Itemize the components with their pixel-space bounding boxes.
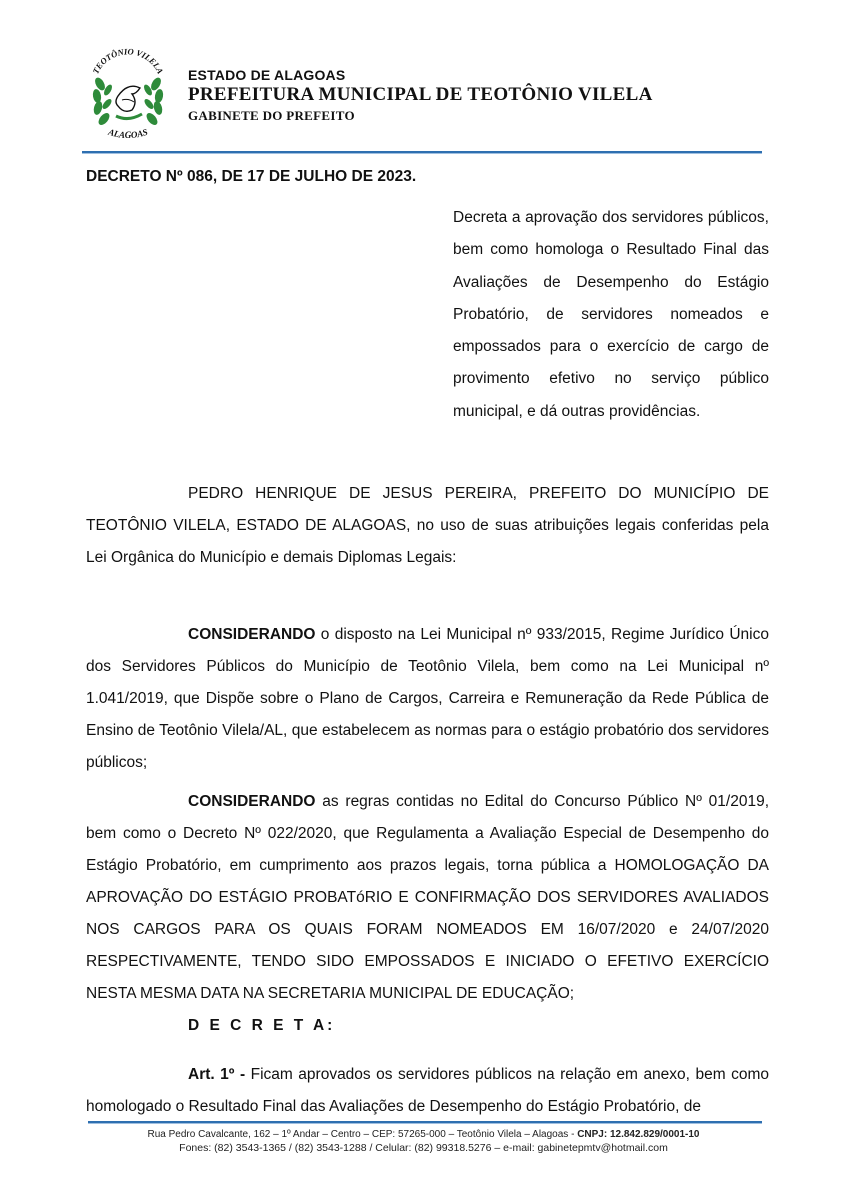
municipal-seal-icon [88, 44, 168, 148]
state-name: ESTADO DE ALAGOAS [188, 67, 346, 83]
letterhead [0, 0, 847, 160]
considering-text-1: o disposto na Lei Municipal nº 933/2015, Regime Jurídico Único dos Servidores Públicos do Município de Teotônio Vilela, bem como na Lei Municipal nº 1.041/2019, que Dispõe sobre o Plano de Cargos, Carreira e Remuneração da Rede Pública de Ensino de Teotônio Vilela/AL, que estabelecem as normas para o estágio probatório dos servidores públicos; [86, 626, 769, 771]
seal-top-text: TEOTÔNIO VILELA [90, 46, 166, 76]
article-1-label: Art. 1º - [188, 1066, 246, 1083]
considering-label: CONSIDERANDO [188, 793, 316, 810]
footer-divider-shadow [88, 1123, 762, 1124]
header-divider-shadow [82, 153, 762, 154]
decree-title: DECRETO Nº 086, DE 17 DE JULHO DE 2023. [86, 168, 417, 185]
footer-cnpj: CNPJ: 12.842.829/0001-10 [577, 1129, 700, 1140]
prefecture-name: PREFEITURA MUNICIPAL DE TEOTÔNIO VILELA [188, 84, 653, 105]
svg-text:ALAGOAS [106, 126, 149, 140]
footer-contacts: Fones: (82) 3543-1365 / (82) 3543-1288 / Celular: (82) 99318.5276 – e-mail: gabinetepmtv@hotmail.com [179, 1142, 668, 1154]
article-1-paragraph [86, 1059, 769, 1123]
svg-text:TEOTÔNIO VILELA [90, 46, 165, 75]
decree-summary: Decreta a aprovação dos servidores públicos, bem como homologa o Resultado Final das Avaliações de Desempenho do Estágio Probatório, de servidores nomeados e empossados para o exercício de cargo de provimento efetivo no serviço público municipal, e dá outras providências. [453, 209, 769, 420]
preamble-paragraph: PEDRO HENRIQUE DE JESUS PEREIRA, PREFEITO DO MUNICÍPIO DE TEOTÔNIO VILELA, ESTADO DE ALAGOAS, no uso de suas atribuições legais conferidas pela Lei Orgânica do Município e demais Diplomas Legais: [86, 485, 769, 566]
considering-text-2: as regras contidas no Edital do Concurso Público Nº 01/2019, bem como o Decreto Nº 022/2020, que Regulamenta a Avaliação Especial de Desempenho do Estágio Probatório, em cumprimento aos prazos legais, torna pública a HOMOLOGAÇÃO DA APROVAÇÃO DO ESTÁGIO PROBATóRIO E CONFIRMAÇÃO DOS SERVIDORES AVALIADOS NOS CARGOS PARA OS QUAIS FORAM NOMEADOS EM 16/07/2020 e 24/07/2020 RESPECTIVAMENTE, TENDO SIDO EMPOSSADOS E INICIADO O EFETIVO EXERCÍCIO NESTA MESMA DATA NA SECRETARIA MUNICIPAL DE EDUCAÇÃO; [86, 793, 769, 1002]
article-1-text: Ficam aprovados os servidores públicos na relação em anexo, bem como homologado o Resultado Final das Avaliações de Desempenho do Estágio Probatório, de [86, 1066, 770, 1115]
footer-address-line [0, 1129, 847, 1140]
considering-paragraph-1 [86, 619, 769, 779]
seal-bottom-text: ALAGOAS [107, 126, 149, 140]
considering-label: CONSIDERANDO [188, 626, 316, 643]
decrees-heading: D E C R E T A: [188, 1017, 336, 1034]
office-name: GABINETE DO PREFEITO [188, 108, 355, 123]
considering-paragraph-2 [86, 786, 769, 1010]
footer-address: Rua Pedro Cavalcante, 162 – 1º Andar – Centro – CEP: 57265-000 – Teotônio Vilela – Alagoas - [147, 1129, 578, 1140]
